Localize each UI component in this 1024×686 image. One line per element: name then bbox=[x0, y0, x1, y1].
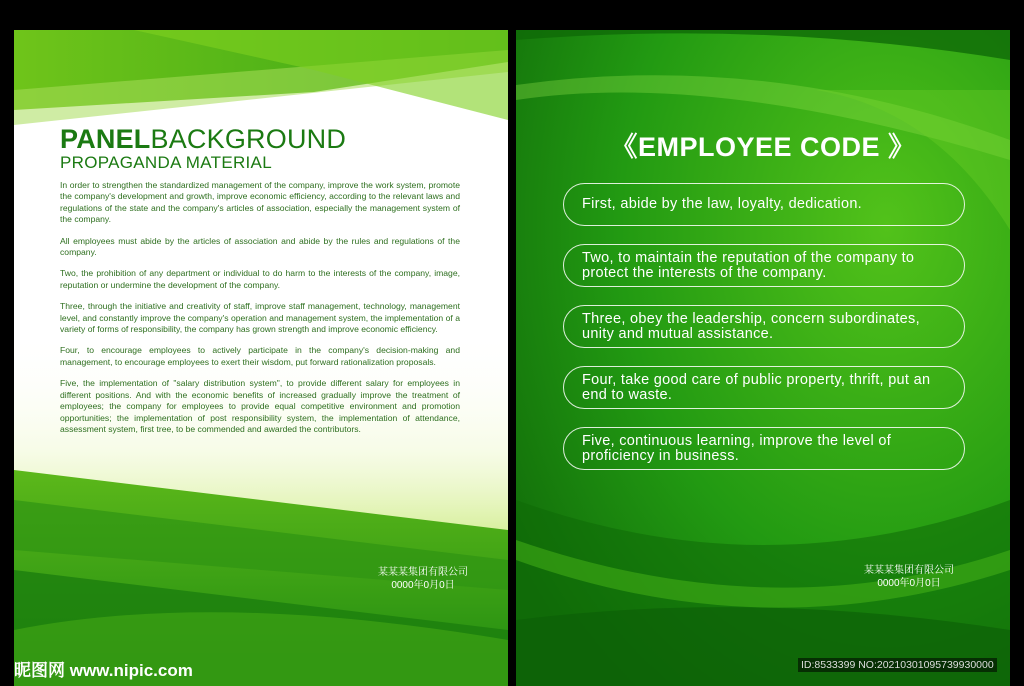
right-footer bbox=[854, 564, 964, 590]
code-item: First, abide by the law, loyalty, dedication. bbox=[563, 183, 965, 226]
right-company-name: 某某某集团有限公司 bbox=[864, 565, 954, 576]
left-subtitle: PROPAGANDA MATERIAL bbox=[60, 153, 272, 172]
left-panel bbox=[14, 30, 508, 686]
paragraph: In order to strengthen the standardized management of the company, improve the work system, promote the company's development and growth, improve economic efficiency, according to the relevant laws and regulations of the state and the company's articles of association, especially the management system of the company. bbox=[60, 180, 460, 225]
employee-code-title: 《EMPLOYEE CODE 》 bbox=[610, 132, 916, 162]
right-panel bbox=[516, 30, 1010, 686]
employee-code-list bbox=[563, 183, 965, 488]
paragraph: All employees must abide by the articles of association and abide by the rules and regulations of the company. bbox=[60, 235, 460, 258]
left-company-name: 某某某集团有限公司 bbox=[378, 567, 468, 578]
paragraph: Four, to encourage employees to actively participate in the company's decision-making and management, to encourage employees to exert their wisdom, put forward rationalization proposals. bbox=[60, 345, 460, 367]
code-item: Three, obey the leadership, concern subordinates, unity and mutual assistance. bbox=[563, 305, 965, 348]
code-item: Five, continuous learning, improve the level of proficiency in business. bbox=[563, 427, 965, 470]
paragraph: Two, the prohibition of any department or individual to do harm to the interests of the company, image, reputation or undermine the development of the company. bbox=[60, 268, 460, 290]
left-title-bold: PANEL bbox=[60, 124, 151, 154]
paragraph: Five, the implementation of "salary distribution system", to provide different salary for employees in different positions. And with the economic benefits of increased gradually improve the treatment of employees; the company for employees to provide equal competitive environment and promotion opportunities; the implementation of post responsibility system, the implementation of attendance, assessment system, first tree, to be commended and awarded the contributors. bbox=[60, 378, 460, 434]
left-title bbox=[60, 124, 346, 154]
code-item: Two, to maintain the reputation of the company to protect the interests of the company. bbox=[563, 244, 965, 287]
right-date: 0000年0月0日 bbox=[877, 578, 941, 589]
paragraph: Three, through the initiative and creativity of staff, improve staff management, technology, management level, and constantly improve the company's operation and management system, the implementation of a variety of forms of responsibility, the company has grown strength and improve economic efficiency. bbox=[60, 301, 460, 335]
nipic-id-watermark: ID:8533399 NO:20210301095739930000 bbox=[798, 658, 997, 672]
nipic-watermark-logo: 昵图网 www.nipic.com bbox=[14, 661, 193, 680]
left-footer bbox=[368, 566, 478, 592]
left-title-rest: BACKGROUND bbox=[150, 124, 347, 154]
left-title-block bbox=[60, 124, 346, 172]
code-item: Four, take good care of public property, thrift, put an end to waste. bbox=[563, 366, 965, 409]
left-date: 0000年0月0日 bbox=[391, 580, 455, 591]
left-body-text bbox=[60, 180, 460, 445]
